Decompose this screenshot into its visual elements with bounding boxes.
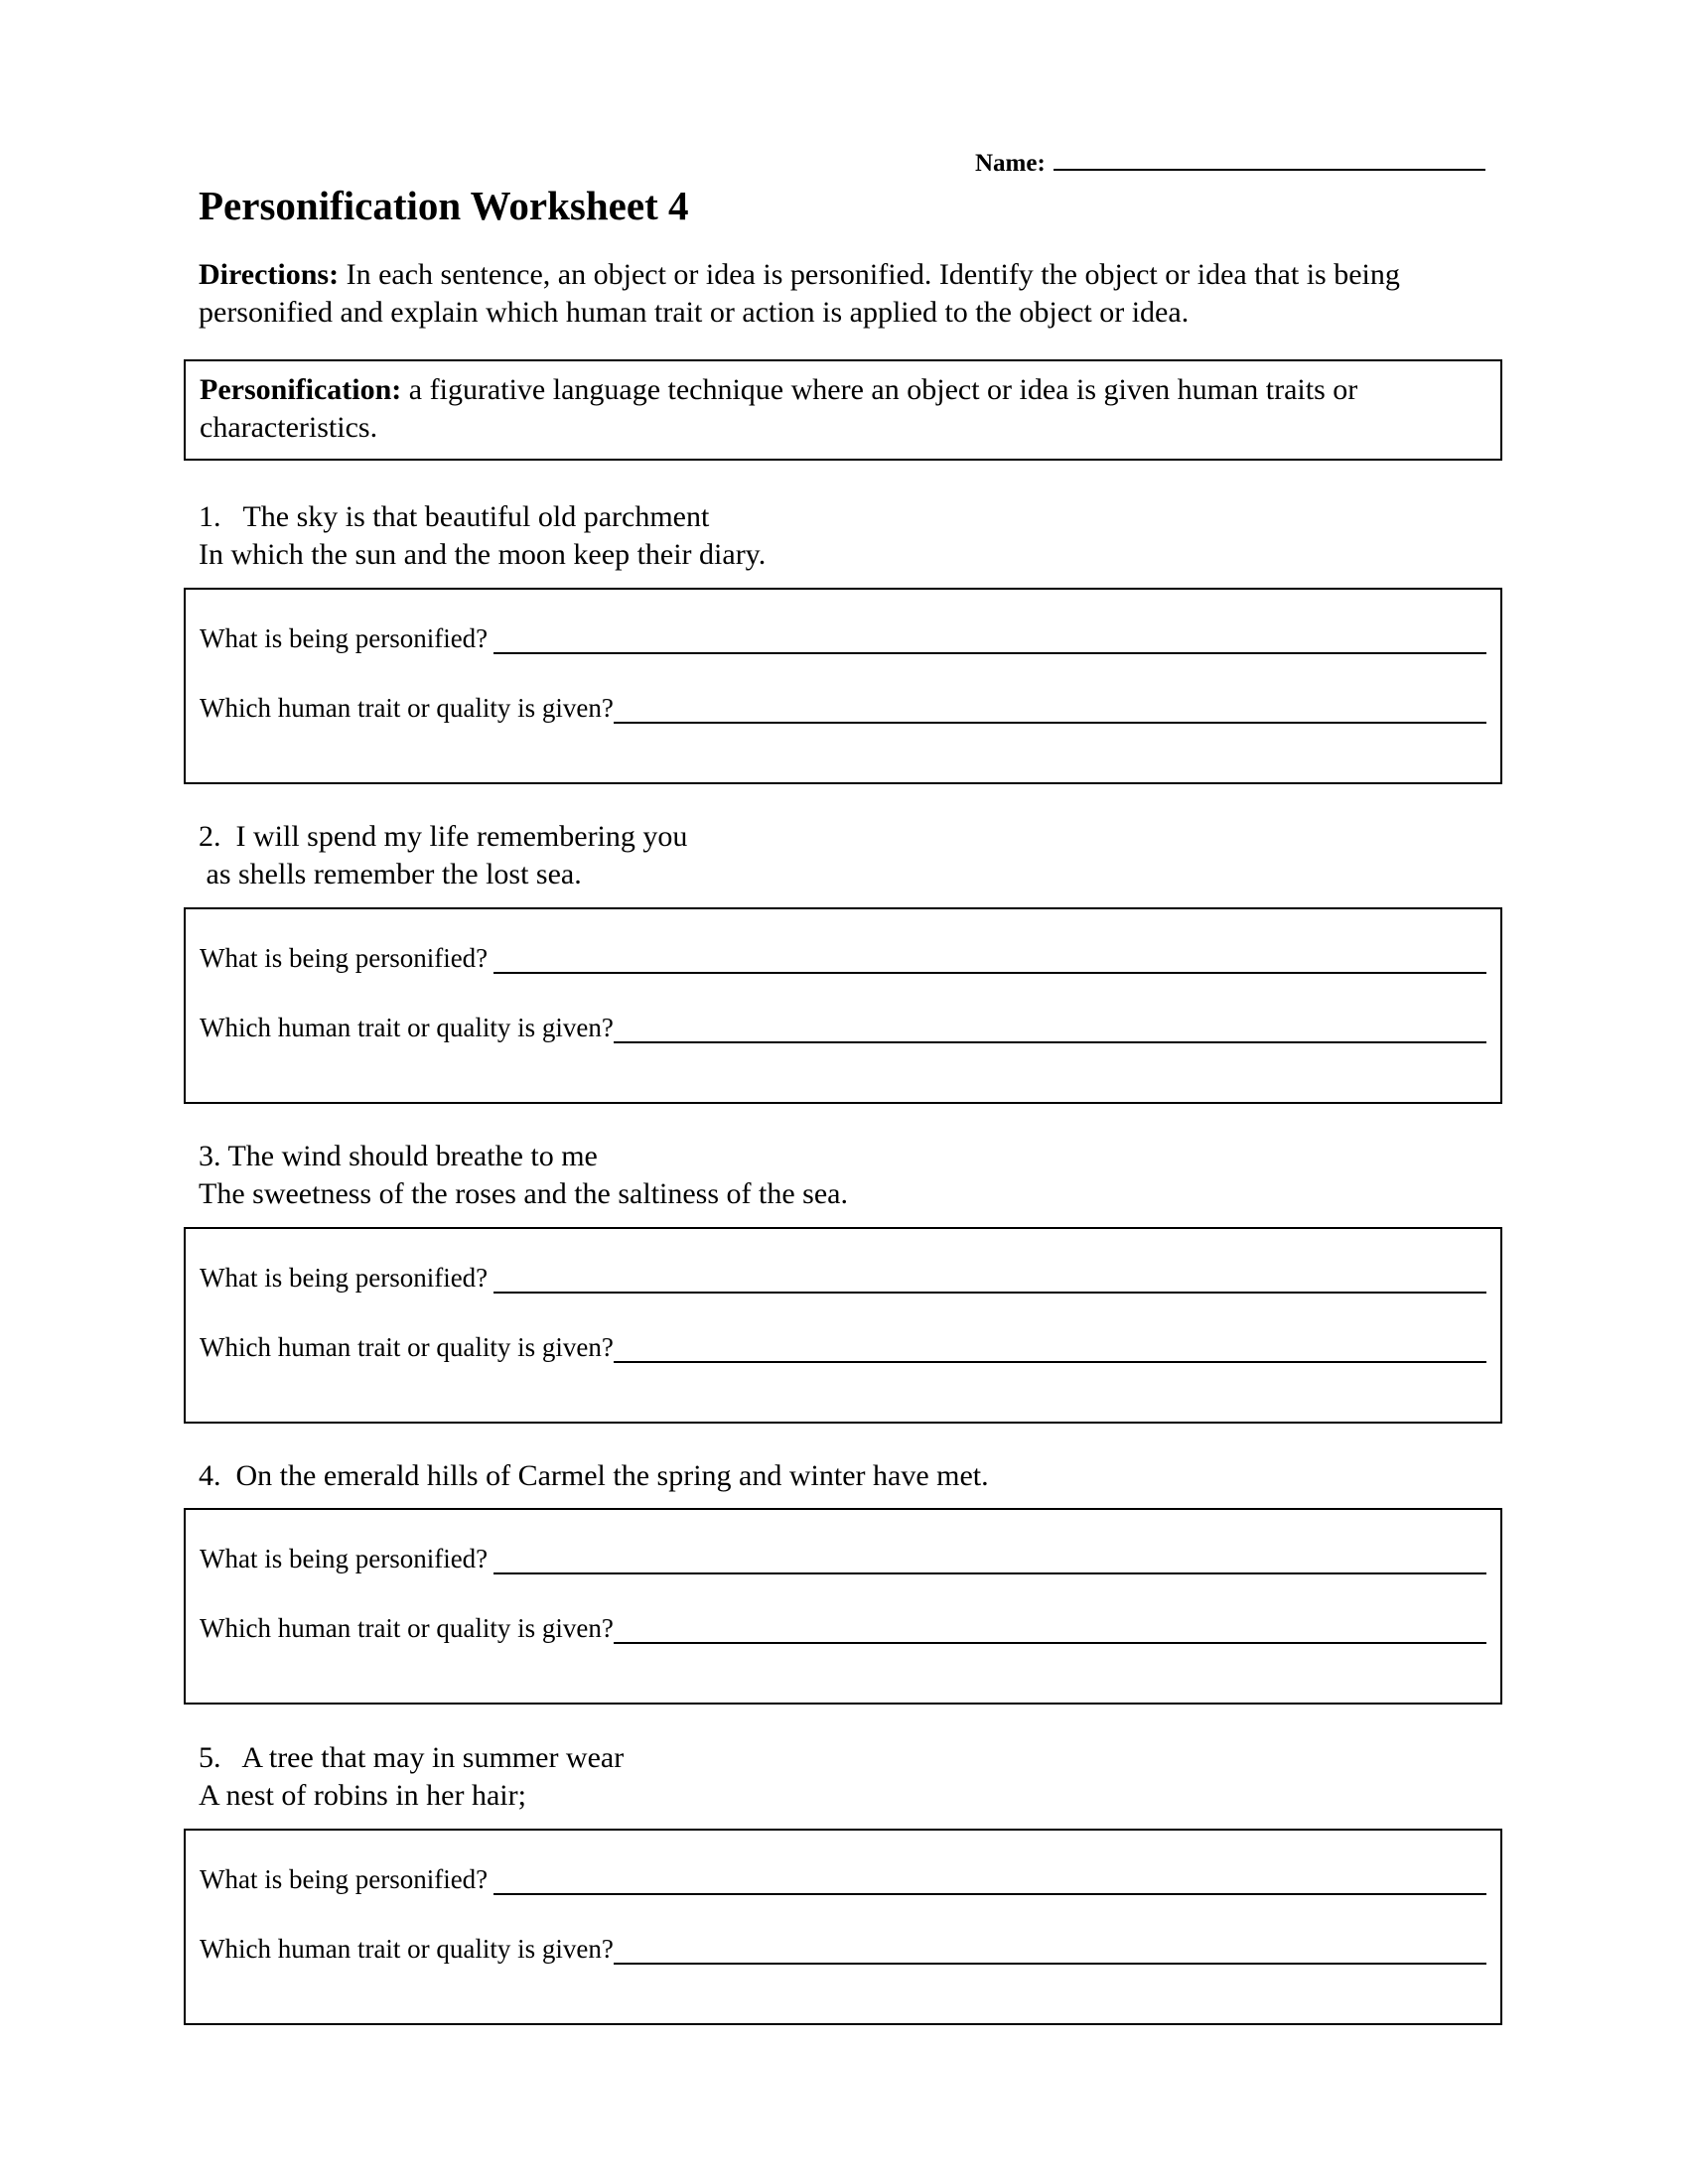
directions-text: In each sentence, an object or idea is personified. Identify the object or idea that is being personified and explain which human trait or action is applied to the object or idea. <box>199 258 1400 329</box>
what-personified-field[interactable] <box>200 1864 1486 1895</box>
answer-box-4 <box>184 1508 1502 1705</box>
human-trait-label: Which human trait or quality is given? <box>200 1013 614 1042</box>
what-personified-label: What is being personified? <box>200 943 489 973</box>
directions <box>199 256 1509 332</box>
what-personified-label: What is being personified? <box>200 1263 489 1293</box>
answer-line[interactable] <box>614 698 1486 724</box>
name-blank[interactable] <box>1054 149 1485 171</box>
answer-line[interactable] <box>614 1018 1486 1043</box>
human-trait-field[interactable] <box>200 1934 1486 1965</box>
question-4: 4. On the emerald hills of Carmel the spring and winter have met. <box>199 1459 989 1492</box>
human-trait-label: Which human trait or quality is given? <box>200 693 614 723</box>
human-trait-label: Which human trait or quality is given? <box>200 1934 614 1964</box>
answer-line[interactable] <box>614 1939 1486 1965</box>
directions-label: Directions: <box>199 258 340 291</box>
human-trait-field[interactable] <box>200 1013 1486 1043</box>
what-personified-label: What is being personified? <box>200 623 489 653</box>
human-trait-field[interactable] <box>200 693 1486 724</box>
human-trait-label: Which human trait or quality is given? <box>200 1613 614 1643</box>
human-trait-field[interactable] <box>200 1613 1486 1644</box>
definition-box <box>184 359 1502 461</box>
question-2: 2. I will spend my life remembering you as shells remember the lost sea. <box>199 820 688 890</box>
answer-line[interactable] <box>493 628 1486 654</box>
what-personified-field[interactable] <box>200 943 1486 974</box>
answer-line[interactable] <box>493 1549 1486 1574</box>
answer-box-5 <box>184 1829 1502 2025</box>
question-3: 3. The wind should breathe to me The sweetness of the roses and the saltiness of the sea. <box>199 1140 848 1210</box>
answer-box-1 <box>184 588 1502 784</box>
definition-term: Personification: <box>200 373 402 406</box>
name-field[interactable] <box>975 149 1485 178</box>
human-trait-label: Which human trait or quality is given? <box>200 1332 614 1362</box>
human-trait-field[interactable] <box>200 1332 1486 1363</box>
what-personified-field[interactable] <box>200 1544 1486 1574</box>
definition-text: a figurative language technique where an object or idea is given human traits or characteristics. <box>200 373 1358 444</box>
what-personified-label: What is being personified? <box>200 1864 489 1894</box>
question-1: 1. The sky is that beautiful old parchment In which the sun and the moon keep their diary. <box>199 500 767 571</box>
answer-line[interactable] <box>614 1618 1486 1644</box>
page-title: Personification Worksheet 4 <box>199 183 689 228</box>
answer-line[interactable] <box>493 1869 1486 1895</box>
answer-line[interactable] <box>493 1268 1486 1294</box>
answer-line[interactable] <box>614 1337 1486 1363</box>
name-label: Name: <box>975 150 1046 177</box>
what-personified-field[interactable] <box>200 1263 1486 1294</box>
what-personified-field[interactable] <box>200 623 1486 654</box>
answer-box-3 <box>184 1227 1502 1424</box>
what-personified-label: What is being personified? <box>200 1544 489 1573</box>
question-5: 5. A tree that may in summer wear A nest of robins in her hair; <box>199 1741 625 1812</box>
answer-box-2 <box>184 907 1502 1104</box>
answer-line[interactable] <box>493 948 1486 974</box>
